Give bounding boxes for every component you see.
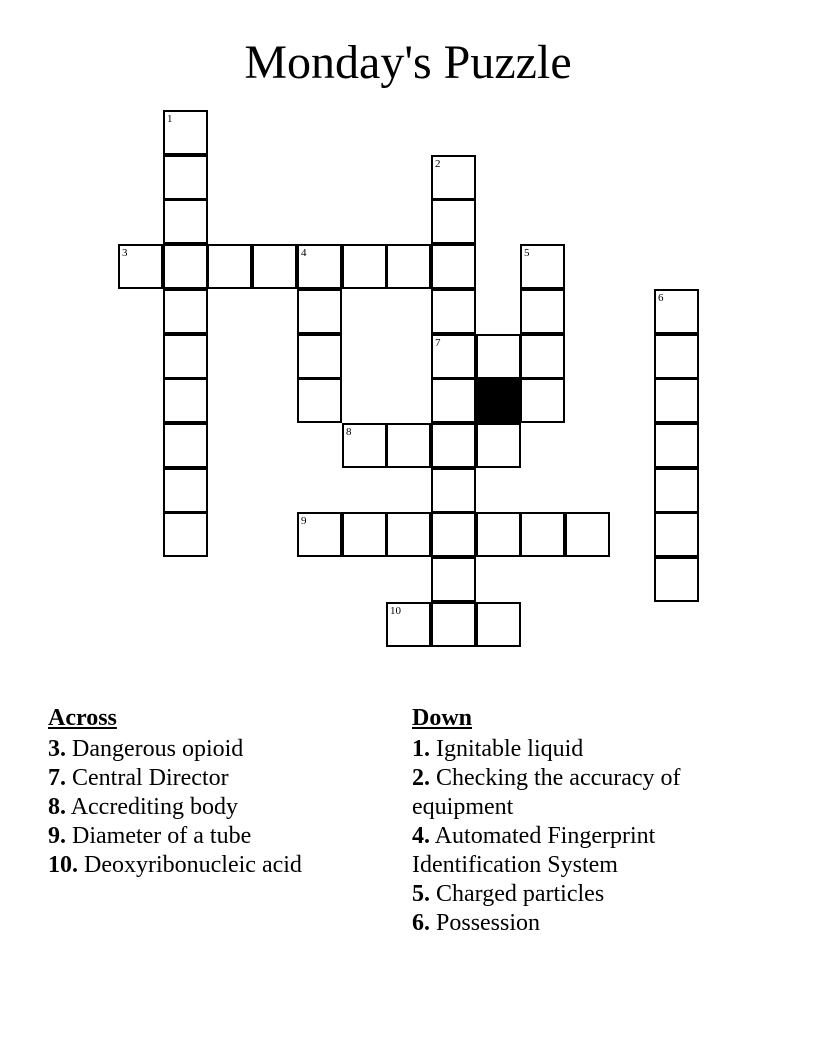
down-clue — [412, 764, 732, 822]
clue-text: Deoxyribonucleic acid — [84, 852, 302, 878]
crossword-cell[interactable] — [654, 334, 699, 379]
crossword-cell[interactable] — [297, 244, 342, 289]
crossword-cell[interactable] — [342, 423, 387, 468]
crossword-cell[interactable] — [431, 289, 476, 334]
crossword-cell[interactable] — [297, 334, 342, 379]
crossword-cell[interactable] — [342, 244, 387, 289]
clue-text: Dangerous opioid — [72, 736, 244, 762]
crossword-cell[interactable] — [386, 423, 431, 468]
crossword-cell[interactable] — [565, 512, 610, 557]
clue-text: Ignitable liquid — [436, 736, 584, 762]
clue-text: Automated Fingerprint Identification System — [412, 823, 656, 878]
crossword-cell[interactable] — [431, 334, 476, 379]
crossword-cell[interactable] — [163, 423, 208, 468]
crossword-cell[interactable] — [163, 468, 208, 513]
crossword-cell[interactable] — [297, 512, 342, 557]
crossword-cell[interactable] — [431, 602, 476, 647]
clue-text: Accrediting body — [70, 794, 238, 820]
crossword-cell[interactable] — [476, 512, 521, 557]
clue-number-label: 7. — [48, 765, 66, 791]
crossword-cell[interactable] — [386, 244, 431, 289]
crossword-cell[interactable] — [163, 199, 208, 244]
clue-number-label: 2. — [412, 765, 430, 791]
down-clue — [412, 880, 732, 909]
crossword-cell[interactable] — [654, 468, 699, 513]
clue-number-label: 3. — [48, 736, 66, 762]
across-clue — [48, 764, 388, 793]
across-clue — [48, 793, 388, 822]
clue-number-label: 8. — [48, 794, 66, 820]
clue-number: 5 — [524, 247, 530, 259]
across-clue — [48, 735, 388, 764]
crossword-cell[interactable] — [118, 244, 163, 289]
crossword-cell[interactable] — [163, 334, 208, 379]
crossword-cell[interactable] — [431, 512, 476, 557]
clue-number: 9 — [301, 515, 307, 527]
crossword-cell[interactable] — [520, 289, 565, 334]
clue-number-label: 9. — [48, 823, 66, 849]
crossword-cell[interactable] — [431, 199, 476, 244]
crossword-cell[interactable] — [163, 378, 208, 423]
crossword-cell[interactable] — [252, 244, 297, 289]
crossword-cell[interactable] — [431, 378, 476, 423]
clue-number-label: 1. — [412, 736, 430, 762]
puzzle-title: Monday's Puzzle — [244, 36, 572, 89]
clue-number-label: 6. — [412, 910, 430, 936]
crossword-cell[interactable] — [654, 557, 699, 602]
crossword-cell[interactable] — [163, 512, 208, 557]
clue-number: 1 — [167, 113, 173, 125]
down-clue — [412, 822, 732, 880]
clue-text: Charged particles — [436, 881, 605, 907]
crossword-cell[interactable] — [163, 244, 208, 289]
clue-text: Central Director — [72, 765, 229, 791]
crossword-cell[interactable] — [431, 557, 476, 602]
crossword-cell[interactable] — [297, 378, 342, 423]
crossword-cell[interactable] — [386, 512, 431, 557]
crossword-cell[interactable] — [386, 602, 431, 647]
crossword-cell[interactable] — [476, 334, 521, 379]
crossword-cell[interactable] — [520, 378, 565, 423]
crossword-cell[interactable] — [207, 244, 252, 289]
crossword-cell[interactable] — [163, 289, 208, 334]
crossword-cell[interactable] — [476, 602, 521, 647]
down-clues — [412, 704, 732, 938]
clue-text: Diameter of a tube — [72, 823, 252, 849]
clue-number: 4 — [301, 247, 307, 259]
down-heading: Down — [412, 705, 473, 731]
across-clues — [48, 704, 388, 880]
crossword-cell[interactable] — [654, 512, 699, 557]
across-heading: Across — [48, 705, 117, 731]
crossword-cell[interactable] — [431, 244, 476, 289]
clue-number: 6 — [658, 292, 664, 304]
crossword-cell[interactable] — [520, 244, 565, 289]
crossword-cell[interactable] — [431, 155, 476, 200]
clue-number: 7 — [435, 337, 441, 349]
clue-number-label: 5. — [412, 881, 430, 907]
crossword-cell[interactable] — [163, 155, 208, 200]
clue-text: Checking the accuracy of equipment — [412, 765, 681, 820]
crossword-cell[interactable] — [654, 289, 699, 334]
crossword-cell[interactable] — [476, 423, 521, 468]
down-clue — [412, 909, 732, 938]
crossword-cell[interactable] — [654, 378, 699, 423]
clue-number: 2 — [435, 158, 441, 170]
clue-number: 3 — [122, 247, 128, 259]
clue-number: 8 — [346, 426, 352, 438]
clue-number-label: 10. — [48, 852, 78, 878]
across-clue — [48, 822, 388, 851]
black-square — [476, 378, 521, 423]
down-clue — [412, 735, 732, 764]
crossword-cell[interactable] — [431, 423, 476, 468]
crossword-cell[interactable] — [520, 334, 565, 379]
crossword-cell[interactable] — [520, 512, 565, 557]
crossword-cell[interactable] — [297, 289, 342, 334]
crossword-cell[interactable] — [342, 512, 387, 557]
across-clue — [48, 851, 388, 880]
clue-number-label: 4. — [412, 823, 430, 849]
crossword-cell[interactable] — [163, 110, 208, 155]
crossword-cell[interactable] — [654, 423, 699, 468]
clue-text: Possession — [436, 910, 541, 936]
clue-number: 10 — [390, 605, 401, 617]
crossword-cell[interactable] — [431, 468, 476, 513]
